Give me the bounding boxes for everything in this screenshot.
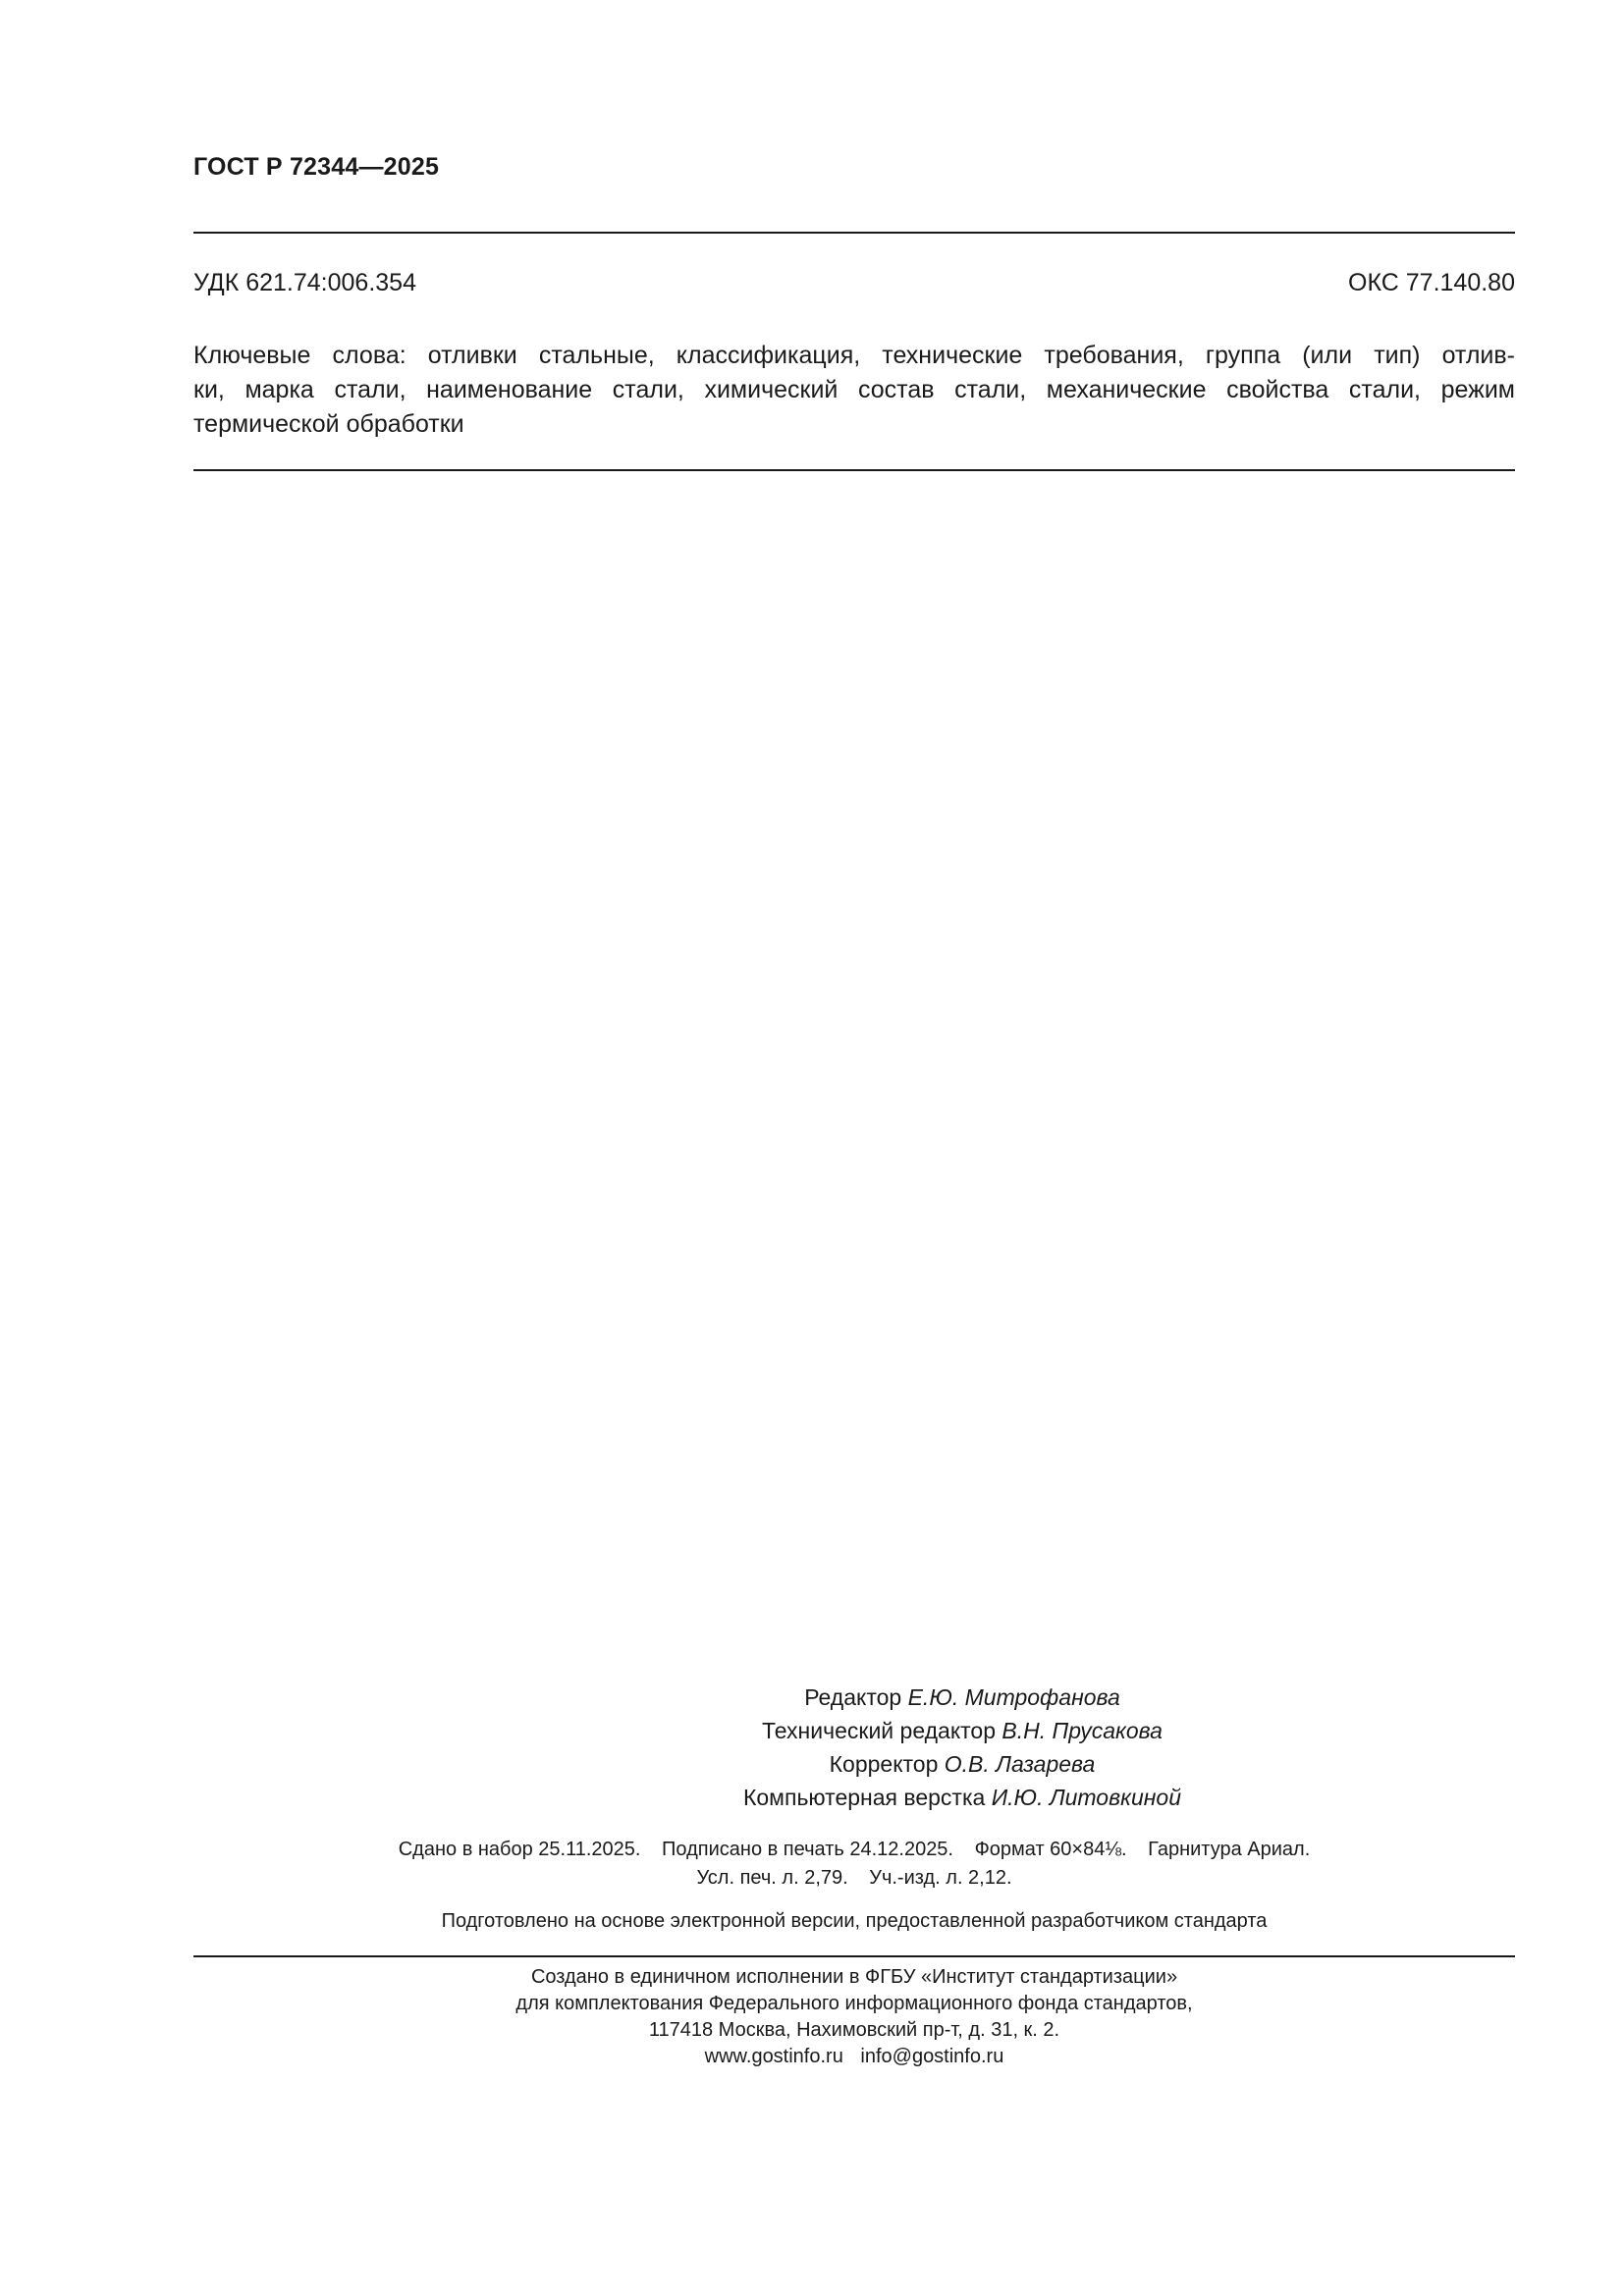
keywords-divider: [193, 469, 1515, 471]
signed-date: Подписано в печать 24.12.2025.: [662, 1839, 953, 1860]
credit-label: Компьютерная верстка: [742, 1785, 986, 1810]
email-link[interactable]: info@gostinfo.ru: [860, 2046, 1004, 2067]
keywords-line: термической обработки: [193, 410, 464, 438]
website-link[interactable]: www.gostinfo.ru: [704, 2046, 843, 2067]
prepared-note: Подготовлено на основе электронной версии, предоставленной разработчиком стандарта: [441, 1910, 1268, 1932]
paper-format: Формат 60×84⅛.: [974, 1839, 1127, 1860]
credit-layout: [491, 1781, 1434, 1814]
credit-name: О.В. Лазарева: [944, 1751, 1096, 1777]
publisher-line: для комплектования Федерального информационного фонда стандартов,: [515, 1993, 1193, 2014]
credit-name: И.Ю. Литовкиной: [991, 1785, 1181, 1810]
credit-name: Е.Ю. Митрофанова: [907, 1684, 1120, 1710]
print-information: [193, 1836, 1515, 1893]
typeface: Гарнитура Ариал.: [1148, 1839, 1311, 1860]
keywords-line: Ключевые слова: отливки стальные, классификация, технические требования, группа (или тип) отлив-: [193, 342, 1515, 369]
oks-code: ОКС 77.140.80: [1348, 269, 1515, 296]
keywords-line: ки, марка стали, наименование стали, химический состав стали, механические свойства стали, режим: [193, 376, 1515, 403]
publisher-contacts: [193, 2044, 1515, 2070]
credit-label: Технический редактор: [762, 1718, 997, 1743]
print-info-line: [193, 1836, 1515, 1864]
footer-divider: [193, 1955, 1515, 1957]
document-code: ГОСТ Р 72344—2025: [193, 153, 440, 181]
credit-name: В.Н. Прусакова: [1001, 1718, 1163, 1743]
publisher-info: [193, 1964, 1515, 2070]
keywords-paragraph: [193, 339, 1515, 442]
printed-sheets: Усл. печ. л. 2,79.: [696, 1867, 848, 1889]
credit-label: Корректор: [829, 1751, 939, 1777]
publisher-line: Создано в единичном исполнении в ФГБУ «Институт стандартизации»: [530, 1966, 1178, 1988]
header-divider: [193, 232, 1515, 234]
credit-editor: [491, 1681, 1434, 1714]
editorial-credits: [491, 1681, 1434, 1814]
publisher-sheets: Уч.-изд. л. 2,12.: [869, 1867, 1012, 1889]
credit-proofreader: [491, 1747, 1434, 1781]
print-info-line: [193, 1864, 1515, 1893]
credit-label: Редактор: [804, 1684, 902, 1710]
submitted-date: Сдано в набор 25.11.2025.: [398, 1839, 641, 1860]
udk-code: УДК 621.74:006.354: [193, 269, 416, 296]
credit-tech-editor: [491, 1714, 1434, 1747]
publisher-address: 117418 Москва, Нахимовский пр-т, д. 31, к. 2.: [648, 2019, 1060, 2041]
